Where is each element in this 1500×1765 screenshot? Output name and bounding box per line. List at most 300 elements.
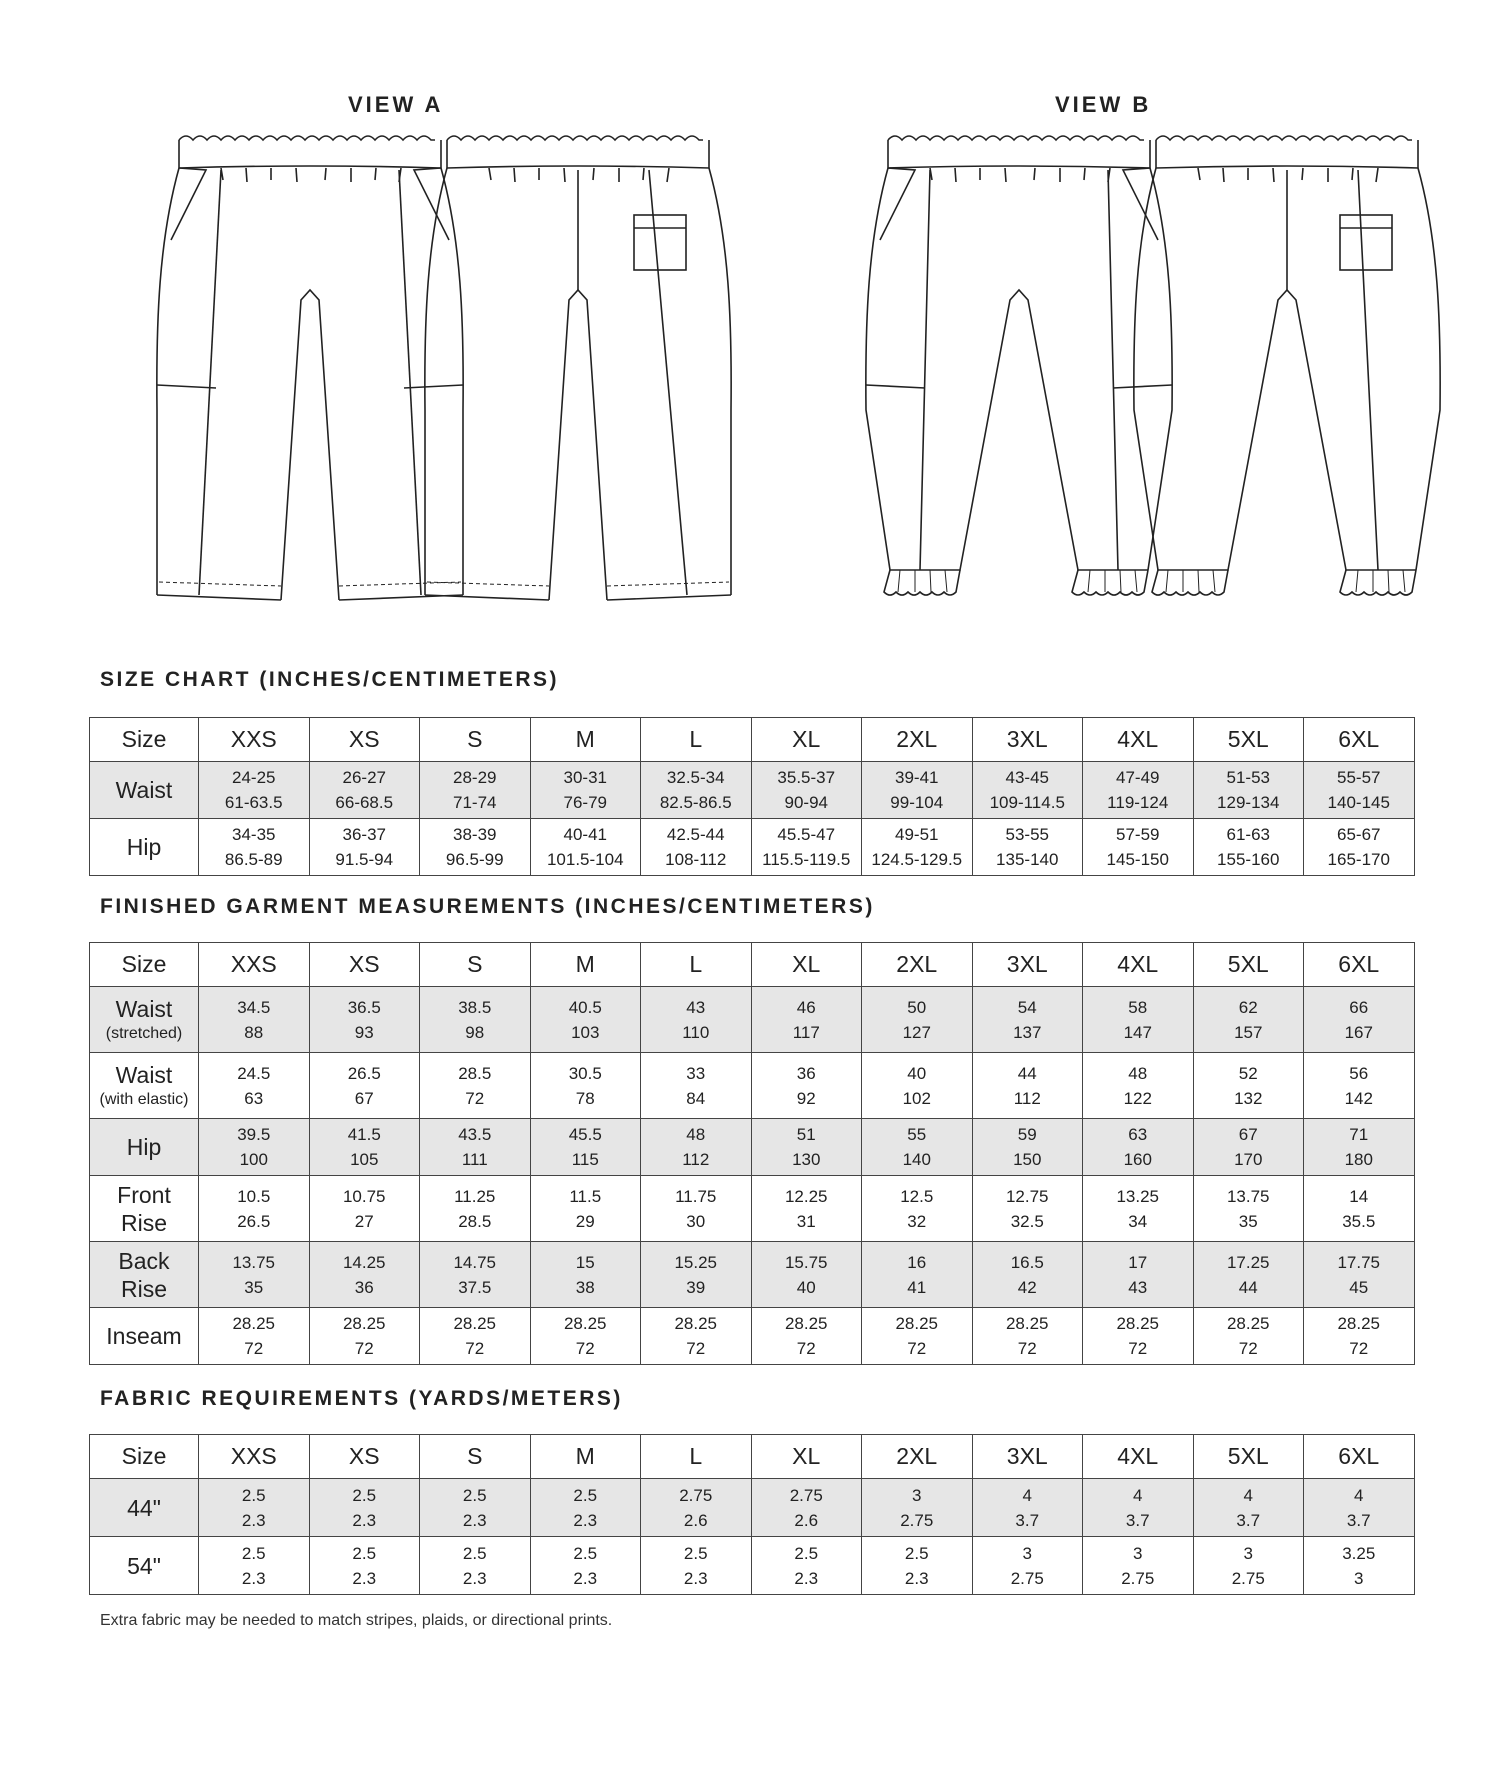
table-row (90, 1308, 1415, 1365)
imperial-value: 49-51 (895, 825, 939, 844)
metric-value: 108-112 (665, 850, 727, 869)
imperial-value: 11.75 (675, 1186, 717, 1206)
imperial-value: 28.25 (1116, 1314, 1160, 1333)
row-label (90, 1242, 199, 1308)
metric-value: 93 (354, 1022, 374, 1042)
measurement-cell (309, 1176, 420, 1242)
imperial-value: 34-35 (232, 825, 276, 844)
imperial-value: 36 (796, 1063, 816, 1083)
metric-value: 37.5 (458, 1277, 492, 1297)
imperial-value: 2.5 (462, 1543, 487, 1563)
imperial-value: 52 (1238, 1063, 1258, 1083)
measurement-cell (1083, 987, 1194, 1053)
imperial-value: 13.75 (1226, 1186, 1270, 1206)
imperial-value: 12.25 (784, 1186, 828, 1206)
measurement-cell (530, 1053, 641, 1119)
metric-value: 92 (796, 1088, 816, 1108)
metric-value: 78 (575, 1088, 595, 1108)
measurement-cell (751, 1053, 862, 1119)
imperial-value: 40.5 (568, 997, 602, 1017)
imperial-value: 36-37 (342, 825, 386, 844)
technical-drawings (0, 130, 1500, 610)
measurement-cell (530, 1176, 641, 1242)
metric-value: 111 (461, 1150, 488, 1169)
imperial-value: 4 (1133, 1485, 1143, 1505)
metric-value: 2.75 (1231, 1568, 1265, 1588)
imperial-value: 2.5 (904, 1543, 929, 1563)
imperial-value: 57-59 (1116, 825, 1160, 844)
imperial-value: 41.5 (347, 1125, 381, 1144)
measurement-cell (862, 1537, 973, 1595)
metric-value: 72 (465, 1339, 485, 1358)
imperial-value: 50 (907, 997, 927, 1017)
measurement-cell (309, 1537, 420, 1595)
metric-value: 135-140 (996, 850, 1059, 869)
metric-value: 2.6 (794, 1510, 819, 1530)
metric-value: 39 (686, 1277, 706, 1297)
imperial-value: 2.5 (352, 1485, 377, 1505)
measurement-cell (199, 819, 310, 876)
imperial-value: 45.5-47 (777, 825, 836, 844)
imperial-value: 48 (686, 1125, 706, 1144)
imperial-value: 28-29 (453, 768, 497, 787)
measurement-cell (1304, 1176, 1415, 1242)
metric-value: 45 (1349, 1277, 1369, 1297)
row-label-text: 44" (127, 1494, 161, 1521)
measurement-cell (420, 1242, 531, 1308)
imperial-value: 14 (1349, 1186, 1369, 1206)
row-label-text: Hip (126, 834, 162, 860)
measurement-cell (199, 1479, 310, 1537)
metric-value: 72 (465, 1088, 485, 1108)
size-header-cell: M (530, 718, 641, 762)
imperial-value: 51 (796, 1125, 816, 1144)
view-a-front-drawing (157, 136, 463, 600)
measurement-cell (751, 1119, 862, 1176)
metric-value: 29 (575, 1211, 595, 1231)
metric-value: 72 (1128, 1339, 1148, 1358)
size-header-cell: 3XL (972, 1435, 1083, 1479)
size-header-cell: L (641, 718, 752, 762)
imperial-value: 2.75 (679, 1485, 713, 1505)
metric-value: 115 (571, 1150, 599, 1169)
measurement-cell (862, 1242, 973, 1308)
measurement-cell (972, 1308, 1083, 1365)
measurement-cell (641, 1119, 752, 1176)
imperial-value: 11.25 (454, 1186, 496, 1206)
size-header-cell: M (530, 1435, 641, 1479)
size-header-cell: XL (751, 943, 862, 987)
metric-value: 167 (1344, 1022, 1373, 1042)
imperial-value: 17.25 (1226, 1252, 1270, 1272)
imperial-value: 15.75 (784, 1252, 828, 1272)
metric-value: 36 (354, 1277, 374, 1297)
measurement-cell (309, 819, 420, 876)
metric-value: 137 (1013, 1022, 1042, 1042)
metric-value: 124.5-129.5 (871, 850, 963, 869)
imperial-value: 28.25 (1337, 1314, 1381, 1333)
imperial-value: 30-31 (563, 768, 607, 787)
measurement-cell (862, 1119, 973, 1176)
metric-value: 157 (1234, 1022, 1263, 1042)
metric-value: 2.3 (573, 1510, 598, 1530)
imperial-value: 12.5 (900, 1186, 934, 1206)
metric-value: 130 (792, 1150, 821, 1169)
size-header-cell: M (530, 943, 641, 987)
metric-value: 26.5 (237, 1211, 271, 1231)
measurement-cell (751, 762, 862, 819)
metric-value: 142 (1344, 1088, 1373, 1108)
imperial-value: 43 (686, 997, 706, 1017)
imperial-value: 2.5 (573, 1485, 598, 1505)
size-header-cell: XL (751, 718, 862, 762)
measurement-cell (751, 1479, 862, 1537)
size-header-cell: 4XL (1083, 718, 1194, 762)
imperial-value: 4 (1022, 1485, 1032, 1505)
measurement-cell (1193, 1176, 1304, 1242)
metric-value: 132 (1234, 1088, 1263, 1108)
row-label (90, 1308, 199, 1365)
view-b-back-drawing (1134, 136, 1440, 595)
metric-value: 170 (1234, 1150, 1263, 1169)
table-row (90, 1479, 1415, 1537)
metric-value: 84 (686, 1088, 706, 1108)
measurement-cell (641, 1242, 752, 1308)
row-label-text: Front Rise (117, 1181, 171, 1236)
metric-value: 41 (907, 1277, 927, 1297)
imperial-value: 3.25 (1342, 1543, 1376, 1563)
metric-value: 110 (682, 1022, 710, 1042)
imperial-value: 26-27 (342, 768, 386, 787)
measurement-cell (641, 1537, 752, 1595)
row-label (90, 819, 199, 876)
imperial-value: 65-67 (1337, 825, 1381, 844)
imperial-value: 40 (907, 1063, 927, 1083)
metric-value: 96.5-99 (445, 850, 504, 869)
measurement-cell (1083, 1537, 1194, 1595)
view-a-back-drawing (425, 136, 731, 600)
measurement-cell (309, 1479, 420, 1537)
imperial-value: 43-45 (1005, 768, 1049, 787)
metric-value: 2.3 (462, 1510, 487, 1530)
imperial-value: 4 (1354, 1485, 1364, 1505)
imperial-value: 39-41 (895, 768, 939, 787)
metric-value: 101.5-104 (546, 850, 624, 869)
metric-value: 3 (1354, 1568, 1364, 1588)
measurement-cell (862, 819, 973, 876)
imperial-value: 3 (1243, 1543, 1253, 1563)
measurement-cell (1304, 762, 1415, 819)
metric-value: 72 (796, 1339, 816, 1358)
metric-value: 42 (1017, 1277, 1037, 1297)
imperial-value: 44 (1017, 1063, 1037, 1083)
measurement-cell (1083, 762, 1194, 819)
metric-value: 155-160 (1217, 850, 1280, 869)
row-label-text: Inseam (106, 1323, 182, 1349)
imperial-value: 2.5 (352, 1543, 377, 1563)
imperial-value: 10.5 (237, 1186, 271, 1206)
imperial-value: 11.5 (569, 1186, 602, 1206)
size-header-cell: 2XL (862, 1435, 973, 1479)
measurement-cell (199, 1119, 310, 1176)
measurement-cell (972, 1479, 1083, 1537)
size-header-cell: XXS (199, 943, 310, 987)
measurement-cell (1304, 1537, 1415, 1595)
imperial-value: 2.5 (241, 1485, 266, 1505)
imperial-value: 42.5-44 (666, 825, 725, 844)
imperial-value: 3 (912, 1485, 922, 1505)
imperial-value: 28.25 (232, 1314, 276, 1333)
measurement-cell (972, 819, 1083, 876)
measurement-cell (1083, 1119, 1194, 1176)
measurement-cell (1193, 1537, 1304, 1595)
imperial-value: 3 (1022, 1543, 1032, 1563)
imperial-value: 28.25 (563, 1314, 607, 1333)
table-row (90, 1537, 1415, 1595)
view-a-title: VIEW A (348, 92, 444, 117)
metric-value: 88 (244, 1022, 264, 1042)
imperial-value: 63 (1128, 1125, 1148, 1144)
measurement-cell (862, 1053, 973, 1119)
measurement-cell (420, 1479, 531, 1537)
row-label-text: Waist (115, 1061, 173, 1088)
size-header-cell: S (420, 943, 531, 987)
header-row (90, 718, 1415, 762)
row-label-text: 54" (127, 1552, 161, 1579)
metric-value: 100 (239, 1150, 268, 1169)
measurement-cell (751, 819, 862, 876)
size-header-cell: 2XL (862, 718, 973, 762)
imperial-value: 54 (1017, 997, 1037, 1017)
measurement-cell (309, 1308, 420, 1365)
imperial-value: 3 (1133, 1543, 1143, 1563)
imperial-value: 28.25 (895, 1314, 939, 1333)
metric-value: 2.3 (904, 1568, 929, 1588)
table-row (90, 819, 1415, 876)
imperial-value: 16 (907, 1252, 927, 1272)
metric-value: 72 (1349, 1339, 1369, 1358)
row-label (90, 1537, 199, 1595)
imperial-value: 39.5 (237, 1125, 271, 1144)
size-chart-title: SIZE CHART (INCHES/CENTIMETERS) (100, 668, 560, 691)
imperial-value: 55 (907, 1125, 927, 1144)
measurement-cell (1083, 1053, 1194, 1119)
measurement-cell (1304, 987, 1415, 1053)
metric-value: 35 (244, 1277, 264, 1297)
measurement-cell (641, 1308, 752, 1365)
imperial-value: 10.75 (342, 1186, 386, 1206)
imperial-value: 51-53 (1226, 768, 1270, 787)
imperial-value: 28.25 (784, 1314, 828, 1333)
metric-value: 82.5-86.5 (659, 793, 732, 812)
measurement-cell (972, 987, 1083, 1053)
measurement-cell (420, 762, 531, 819)
measurement-cell (972, 762, 1083, 819)
metric-value: 2.3 (794, 1568, 819, 1588)
imperial-value: 48 (1128, 1063, 1148, 1083)
header-row (90, 1435, 1415, 1479)
metric-value: 32 (907, 1211, 927, 1231)
measurement-cell (862, 762, 973, 819)
measurement-cell (530, 987, 641, 1053)
measurement-cell (641, 1053, 752, 1119)
size-header-cell: XS (309, 943, 420, 987)
measurement-cell (199, 762, 310, 819)
measurement-cell (199, 987, 310, 1053)
imperial-value: 14.75 (453, 1252, 497, 1272)
metric-value: 3.7 (1236, 1510, 1261, 1530)
imperial-value: 13.25 (1116, 1186, 1160, 1206)
table-row (90, 1119, 1415, 1176)
imperial-value: 67 (1238, 1125, 1258, 1144)
metric-value: 2.75 (1121, 1568, 1155, 1588)
measurement-cell (1193, 1308, 1304, 1365)
imperial-value: 2.75 (789, 1485, 823, 1505)
metric-value: 109-114.5 (989, 793, 1065, 812)
measurement-cell (1304, 1242, 1415, 1308)
measurement-cell (309, 987, 420, 1053)
size-header-cell: XXS (199, 1435, 310, 1479)
imperial-value: 66 (1349, 997, 1369, 1017)
imperial-value: 16.5 (1010, 1252, 1044, 1272)
measurement-cell (530, 819, 641, 876)
measurement-cell (309, 1119, 420, 1176)
size-header-cell: L (641, 1435, 752, 1479)
imperial-value: 13.75 (232, 1252, 276, 1272)
finished-measurements-table (89, 942, 1415, 1365)
measurement-cell (751, 1308, 862, 1365)
metric-value: 63 (244, 1088, 264, 1108)
row-label (90, 987, 199, 1053)
measurement-cell (530, 1479, 641, 1537)
metric-value: 72 (575, 1339, 595, 1358)
table-row (90, 987, 1415, 1053)
fabric-note: Extra fabric may be needed to match stripes, plaids, or directional prints. (100, 1612, 613, 1629)
metric-value: 112 (1013, 1088, 1041, 1108)
metric-value: 2.3 (352, 1510, 377, 1530)
metric-value: 2.75 (900, 1510, 934, 1530)
measurement-cell (1193, 1119, 1304, 1176)
measurement-cell (420, 1119, 531, 1176)
size-header-cell: 3XL (972, 943, 1083, 987)
measurement-cell (530, 1119, 641, 1176)
table-row (90, 1242, 1415, 1308)
size-header-cell: XL (751, 1435, 862, 1479)
header-row (90, 943, 1415, 987)
measurement-cell (751, 987, 862, 1053)
imperial-value: 2.5 (794, 1543, 819, 1563)
imperial-value: 33 (686, 1063, 706, 1083)
measurement-cell (1193, 987, 1304, 1053)
measurement-cell (199, 1537, 310, 1595)
row-label-text: Waist (115, 777, 173, 803)
metric-value: 2.3 (683, 1568, 708, 1588)
imperial-value: 28.5 (458, 1063, 492, 1083)
row-label-text: Back Rise (118, 1247, 170, 1302)
measurement-cell (309, 1053, 420, 1119)
measurement-cell (1083, 1308, 1194, 1365)
metric-value: 112 (682, 1150, 710, 1169)
imperial-value: 28.25 (342, 1314, 386, 1333)
measurement-cell (972, 1053, 1083, 1119)
metric-value: 99-104 (890, 793, 944, 812)
imperial-value: 12.75 (1005, 1186, 1049, 1206)
metric-value: 90-94 (784, 793, 828, 812)
measurement-cell (1083, 1479, 1194, 1537)
metric-value: 61-63.5 (224, 793, 283, 812)
measurement-cell (199, 1176, 310, 1242)
measurement-cell (309, 1242, 420, 1308)
metric-value: 119-124 (1107, 793, 1169, 812)
metric-value: 2.75 (1010, 1568, 1044, 1588)
metric-value: 180 (1344, 1150, 1373, 1169)
metric-value: 27 (354, 1211, 374, 1231)
size-header-cell: 5XL (1193, 1435, 1304, 1479)
finished-measurements-title: FINISHED GARMENT MEASUREMENTS (INCHES/CENTIMETERS) (100, 895, 875, 918)
measurement-cell (420, 987, 531, 1053)
measurement-cell (420, 1308, 531, 1365)
row-label-sub: (stretched) (105, 1024, 183, 1042)
metric-value: 98 (465, 1022, 485, 1042)
measurement-cell (530, 1537, 641, 1595)
metric-value: 86.5-89 (224, 850, 283, 869)
measurement-cell (1083, 819, 1194, 876)
imperial-value: 40-41 (563, 825, 607, 844)
measurement-cell (199, 1053, 310, 1119)
measurement-cell (309, 762, 420, 819)
measurement-cell (530, 1242, 641, 1308)
imperial-value: 36.5 (347, 997, 381, 1017)
measurement-cell (972, 1537, 1083, 1595)
measurement-cell (751, 1537, 862, 1595)
size-header-cell: 4XL (1083, 943, 1194, 987)
imperial-value: 2.5 (462, 1485, 487, 1505)
imperial-value: 17 (1128, 1252, 1148, 1272)
metric-value: 91.5-94 (335, 850, 394, 869)
metric-value: 72 (1238, 1339, 1258, 1358)
metric-value: 72 (1017, 1339, 1037, 1358)
metric-value: 102 (902, 1088, 931, 1108)
size-header-cell: XS (309, 718, 420, 762)
measurement-cell (1304, 1479, 1415, 1537)
row-label-text: Hip (126, 1134, 162, 1160)
imperial-value: 15.25 (674, 1252, 718, 1272)
imperial-value: 26.5 (347, 1063, 381, 1083)
measurement-cell (641, 1176, 752, 1242)
size-header-cell: 3XL (972, 718, 1083, 762)
size-header-cell: L (641, 943, 752, 987)
measurement-cell (1193, 819, 1304, 876)
size-header-cell: 6XL (1304, 943, 1415, 987)
metric-value: 35 (1238, 1211, 1258, 1231)
metric-value: 115.5-119.5 (762, 850, 851, 869)
metric-value: 76-79 (563, 793, 607, 812)
measurement-cell (1304, 1308, 1415, 1365)
metric-value: 31 (796, 1211, 816, 1231)
table-row (90, 1053, 1415, 1119)
metric-value: 122 (1123, 1088, 1152, 1108)
imperial-value: 61-63 (1226, 825, 1270, 844)
size-header-label: Size (90, 943, 199, 987)
imperial-value: 55-57 (1337, 768, 1381, 787)
imperial-value: 28.25 (1005, 1314, 1049, 1333)
table-row (90, 1176, 1415, 1242)
row-label (90, 1176, 199, 1242)
imperial-value: 38.5 (458, 997, 492, 1017)
metric-value: 165-170 (1327, 850, 1390, 869)
imperial-value: 24-25 (232, 768, 276, 787)
metric-value: 2.3 (241, 1568, 266, 1588)
